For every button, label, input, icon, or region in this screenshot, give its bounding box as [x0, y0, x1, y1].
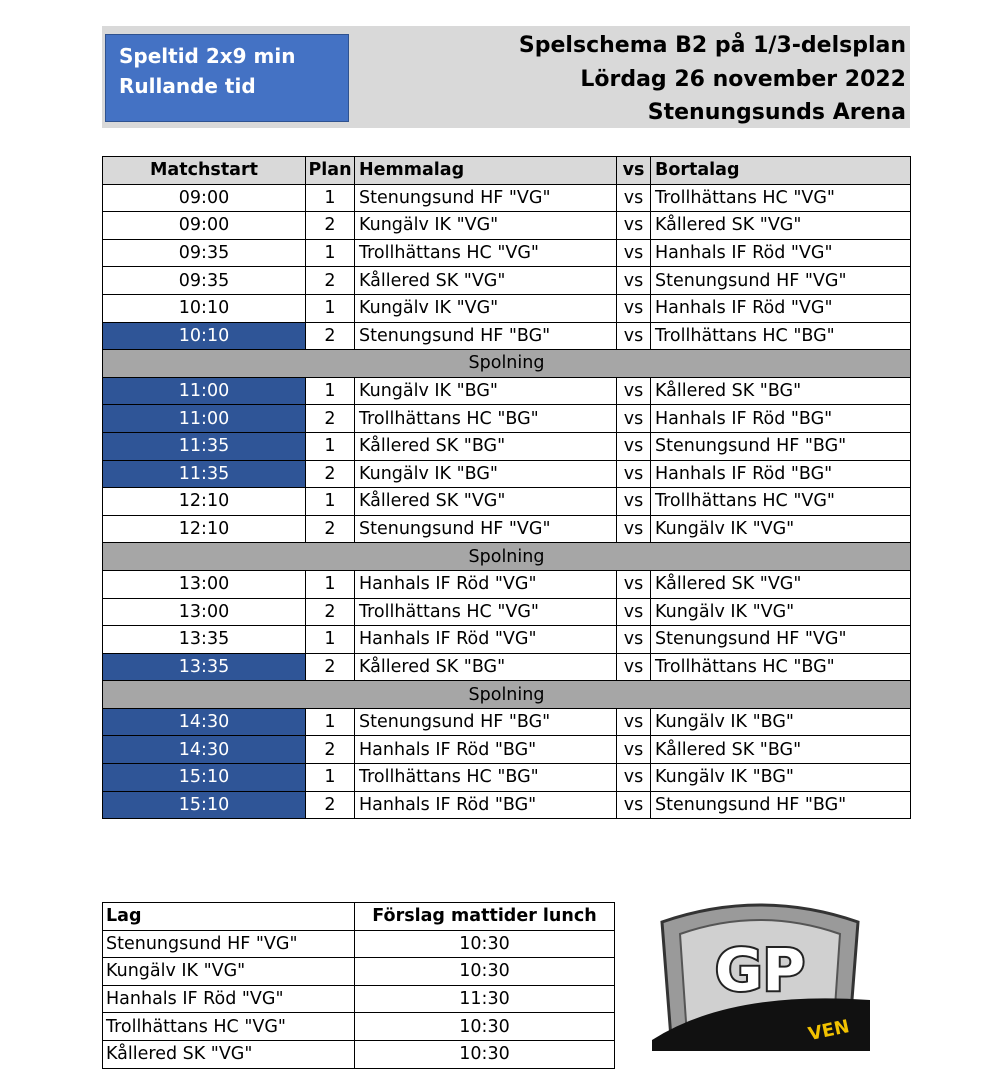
home-team: Trollhättans HC "VG": [355, 598, 617, 626]
home-team: Stenungsund HF "VG": [355, 184, 617, 212]
match-start-time: 09:35: [103, 267, 306, 295]
versus-label: vs: [617, 294, 651, 322]
versus-label: vs: [617, 377, 651, 405]
home-team: Kungälv IK "BG": [355, 377, 617, 405]
away-team: Kållered SK "VG": [651, 212, 911, 240]
event-venue: Stenungsunds Arena: [647, 100, 906, 125]
match-start-time: 09:35: [103, 239, 306, 267]
match-start-time: 12:10: [103, 488, 306, 516]
away-team: Stenungsund HF "VG": [651, 267, 911, 295]
lunch-row: [103, 1040, 615, 1068]
match-plan: 1: [306, 432, 355, 460]
match-plan: 1: [306, 626, 355, 654]
match-plan: 2: [306, 598, 355, 626]
header-vs: vs: [617, 157, 651, 185]
lunch-team: Hanhals IF Röd "VG": [103, 985, 355, 1013]
match-start-time: 11:35: [103, 460, 306, 488]
away-team: Trollhättans HC "BG": [651, 322, 911, 350]
match-plan: 1: [306, 570, 355, 598]
home-team: Kungälv IK "BG": [355, 460, 617, 488]
match-row: [103, 460, 911, 488]
versus-label: vs: [617, 626, 651, 654]
away-team: Kållered SK "BG": [651, 736, 911, 764]
versus-label: vs: [617, 432, 651, 460]
match-row: [103, 653, 911, 681]
match-start-time: 12:10: [103, 515, 306, 543]
lunch-row: [103, 930, 615, 958]
match-plan: 2: [306, 405, 355, 433]
home-team: Kållered SK "BG": [355, 432, 617, 460]
lunch-header-row: [103, 903, 615, 931]
away-team: Hanhals IF Röd "BG": [651, 460, 911, 488]
versus-label: vs: [617, 653, 651, 681]
match-row: [103, 708, 911, 736]
home-team: Stenungsund HF "BG": [355, 322, 617, 350]
break-label: Spolning: [103, 543, 911, 571]
away-team: Trollhättans HC "VG": [651, 488, 911, 516]
match-start-time: 11:00: [103, 405, 306, 433]
versus-label: vs: [617, 322, 651, 350]
match-plan: 1: [306, 239, 355, 267]
match-row: [103, 405, 911, 433]
match-row: [103, 239, 911, 267]
club-logo: [640, 890, 880, 1051]
match-plan: 2: [306, 515, 355, 543]
logo-subtext: VEN: [806, 1016, 852, 1046]
home-team: Trollhättans HC "VG": [355, 239, 617, 267]
versus-label: vs: [617, 764, 651, 792]
match-row: [103, 626, 911, 654]
lunch-team: Kungälv IK "VG": [103, 958, 355, 986]
match-row: [103, 377, 911, 405]
match-start-time: 09:00: [103, 212, 306, 240]
versus-label: vs: [617, 212, 651, 240]
header-plan: Plan: [306, 157, 355, 185]
match-row: [103, 791, 911, 819]
versus-label: vs: [617, 239, 651, 267]
away-team: Kungälv IK "BG": [651, 764, 911, 792]
break-row: [103, 681, 911, 709]
away-team: Hanhals IF Röd "VG": [651, 294, 911, 322]
match-row: [103, 322, 911, 350]
break-row: [103, 350, 911, 378]
match-plan: 2: [306, 653, 355, 681]
lunch-header-time: Förslag mattider lunch: [355, 903, 615, 931]
match-plan: 2: [306, 791, 355, 819]
break-label: Spolning: [103, 681, 911, 709]
home-team: Kungälv IK "VG": [355, 212, 617, 240]
match-plan: 1: [306, 294, 355, 322]
away-team: Trollhättans HC "BG": [651, 653, 911, 681]
game-time-label: Speltid 2x9 min: [119, 44, 296, 68]
match-start-time: 15:10: [103, 791, 306, 819]
match-row: [103, 294, 911, 322]
match-start-time: 14:30: [103, 708, 306, 736]
away-team: Kållered SK "VG": [651, 570, 911, 598]
home-team: Hanhals IF Röd "VG": [355, 626, 617, 654]
match-start-time: 10:10: [103, 294, 306, 322]
match-row: [103, 764, 911, 792]
match-row: [103, 515, 911, 543]
match-plan: 2: [306, 736, 355, 764]
home-team: Stenungsund HF "BG": [355, 708, 617, 736]
away-team: Hanhals IF Röd "VG": [651, 239, 911, 267]
match-plan: 2: [306, 322, 355, 350]
lunch-time: 10:30: [355, 1013, 615, 1041]
match-start-time: 13:35: [103, 626, 306, 654]
home-team: Hanhals IF Röd "VG": [355, 570, 617, 598]
page-title: Spelschema B2 på 1/3-delsplan: [518, 33, 906, 58]
lunch-row: [103, 1013, 615, 1041]
schedule-table: [102, 156, 911, 819]
versus-label: vs: [617, 598, 651, 626]
lunch-team: Stenungsund HF "VG": [103, 930, 355, 958]
match-row: [103, 598, 911, 626]
home-team: Kållered SK "BG": [355, 653, 617, 681]
lunch-time: 10:30: [355, 958, 615, 986]
lunch-team: Trollhättans HC "VG": [103, 1013, 355, 1041]
away-team: Trollhättans HC "VG": [651, 184, 911, 212]
schedule-header-row: [103, 157, 911, 185]
away-team: Stenungsund HF "BG": [651, 432, 911, 460]
match-row: [103, 736, 911, 764]
home-team: Kållered SK "VG": [355, 488, 617, 516]
versus-label: vs: [617, 708, 651, 736]
home-team: Trollhättans HC "BG": [355, 405, 617, 433]
away-team: Kungälv IK "VG": [651, 515, 911, 543]
header-away-team: Bortalag: [651, 157, 911, 185]
away-team: Hanhals IF Röd "BG": [651, 405, 911, 433]
lunch-time: 10:30: [355, 1040, 615, 1068]
match-row: [103, 432, 911, 460]
lunch-time: 11:30: [355, 985, 615, 1013]
versus-label: vs: [617, 184, 651, 212]
versus-label: vs: [617, 405, 651, 433]
match-start-time: 10:10: [103, 322, 306, 350]
break-row: [103, 543, 911, 571]
versus-label: vs: [617, 736, 651, 764]
match-start-time: 13:00: [103, 598, 306, 626]
match-start-time: 15:10: [103, 764, 306, 792]
match-plan: 2: [306, 460, 355, 488]
versus-label: vs: [617, 515, 651, 543]
event-date: Lördag 26 november 2022: [580, 66, 906, 92]
match-row: [103, 570, 911, 598]
page-title-block: [519, 29, 906, 130]
break-label: Spolning: [103, 350, 911, 378]
lunch-team: Kållered SK "VG": [103, 1040, 355, 1068]
game-time-info-box: [105, 34, 349, 122]
logo-letters: GP: [714, 936, 806, 1004]
away-team: Kållered SK "BG": [651, 377, 911, 405]
away-team: Stenungsund HF "BG": [651, 791, 911, 819]
lunch-time: 10:30: [355, 930, 615, 958]
match-start-time: 11:00: [103, 377, 306, 405]
away-team: Stenungsund HF "VG": [651, 626, 911, 654]
match-row: [103, 212, 911, 240]
home-team: Hanhals IF Röd "BG": [355, 736, 617, 764]
match-start-time: 13:35: [103, 653, 306, 681]
match-plan: 1: [306, 488, 355, 516]
match-plan: 1: [306, 377, 355, 405]
match-plan: 1: [306, 184, 355, 212]
home-team: Trollhättans HC "BG": [355, 764, 617, 792]
lunch-row: [103, 985, 615, 1013]
match-plan: 2: [306, 267, 355, 295]
lunch-header-team: Lag: [103, 903, 355, 931]
match-row: [103, 267, 911, 295]
lunch-row: [103, 958, 615, 986]
match-start-time: 09:00: [103, 184, 306, 212]
home-team: Kållered SK "VG": [355, 267, 617, 295]
home-team: Kungälv IK "VG": [355, 294, 617, 322]
header-matchstart: Matchstart: [103, 157, 306, 185]
home-team: Hanhals IF Röd "BG": [355, 791, 617, 819]
match-start-time: 13:00: [103, 570, 306, 598]
away-team: Kungälv IK "VG": [651, 598, 911, 626]
home-team: Stenungsund HF "VG": [355, 515, 617, 543]
versus-label: vs: [617, 460, 651, 488]
header-home-team: Hemmalag: [355, 157, 617, 185]
lunch-table: [102, 902, 615, 1069]
match-plan: 2: [306, 212, 355, 240]
match-plan: 1: [306, 708, 355, 736]
versus-label: vs: [617, 488, 651, 516]
match-row: [103, 488, 911, 516]
versus-label: vs: [617, 570, 651, 598]
versus-label: vs: [617, 267, 651, 295]
match-plan: 1: [306, 764, 355, 792]
match-row: [103, 184, 911, 212]
match-start-time: 11:35: [103, 432, 306, 460]
versus-label: vs: [617, 791, 651, 819]
match-start-time: 14:30: [103, 736, 306, 764]
away-team: Kungälv IK "BG": [651, 708, 911, 736]
rolling-time-label: Rullande tid: [119, 74, 256, 98]
